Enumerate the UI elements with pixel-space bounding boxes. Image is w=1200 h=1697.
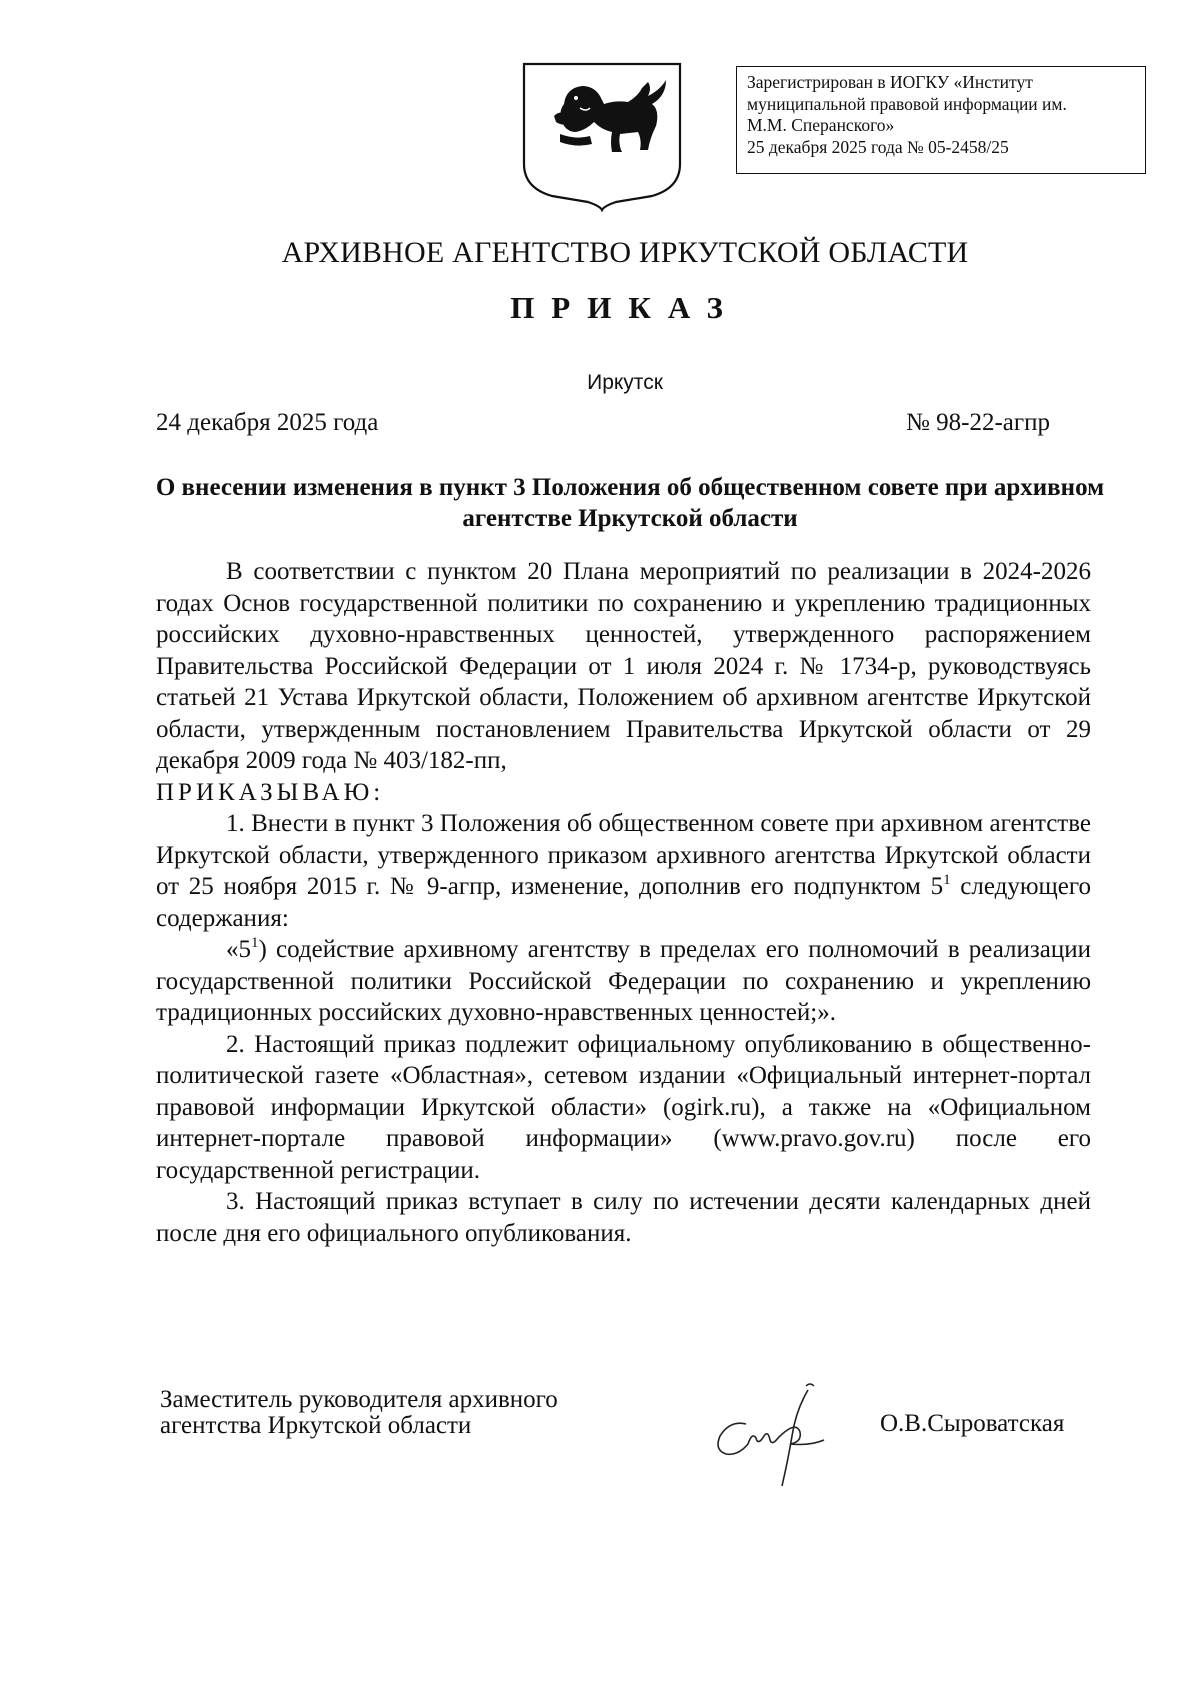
- preamble-paragraph: В соответствии с пунктом 20 Плана мероприятий по реализации в 2024-2026 годах Основ государственной политики по сохранению и укреплению традиционных российских духовно-нравственных ценностей, утвержденного распоряжением Правительства Российской Федерации от 1 июля 2024 г. № 1734-р, руководствуясь статьей 21 Устава Иркутской области, Положением об архивном агентстве Иркутской области, утвержденным постановлением Правительства Иркутской области от 29 декабря 2009 года № 403/182-пп,: [156, 558, 1091, 774]
- signer-name: О.В.Сыроватская: [880, 1410, 1065, 1437]
- registration-line: 25 декабря 2025 года № 05-2458/25: [747, 136, 1009, 157]
- item-1-text: 1. Внести в пункт 3 Положения об общественном совете при архивном агентстве Иркутской области, утвержденного приказом архивного агентства Иркутской области от 25 ноября 2015 г. № 9-агпр, изменение, дополнив его подпунктом 5: [156, 810, 1091, 900]
- registration-stamp: [736, 66, 1146, 174]
- item-2-paragraph: 2. Настоящий приказ подлежит официальному опубликованию в общественно-политической газете «Областная», сетевом издании «Официальный интернет-портал правовой информации Иркутской области» (ogirk.ru), а также на «Официальном интернет-портале правовой информации» (www.pravo.gov.ru) после его государственной регистрации.: [156, 1030, 1091, 1184]
- coat-of-arms-icon: [520, 60, 684, 212]
- document-date: 24 декабря 2025 года: [156, 409, 379, 436]
- item-1-superscript: 1: [943, 872, 951, 888]
- document-body: [156, 556, 1091, 1249]
- registration-line: Зарегистрирован в ИОГКУ «Институт: [747, 72, 1033, 92]
- item-3-paragraph: 3. Настоящий приказ вступает в силу по истечении десяти календарных дней после дня его официального опубликования.: [156, 1188, 1091, 1247]
- agency-title: АРХИВНОЕ АГЕНТСТВО ИРКУТСКОЙ ОБЛАСТИ: [281, 236, 969, 269]
- city: Иркутск: [587, 371, 663, 394]
- signer-role-line: Заместитель руководителя архивного: [160, 1386, 558, 1413]
- quote-paragraph: [156, 934, 1091, 1029]
- registration-line: М.М. Сперанского»: [747, 115, 895, 135]
- document-type: ПРИКАЗ: [510, 290, 740, 325]
- signer-role-line: агентства Иркутской области: [160, 1412, 472, 1439]
- registration-line: муниципальной правовой информации им.: [747, 93, 1067, 114]
- handwritten-signature: [700, 1380, 860, 1490]
- quote-superscript: 1: [251, 935, 259, 951]
- item-1-text-end: следующего содержания:: [156, 873, 1091, 932]
- quote-text-start: «5: [226, 936, 251, 963]
- order-word: ПРИКАЗЫВАЮ:: [156, 778, 385, 806]
- item-1-paragraph: [156, 808, 1091, 934]
- quote-text: ) содействие архивному агентству в пределах его полномочий в реализации государственной политики Российской Федерации по сохранению и укреплению традиционных российских духовно-нравственных ценностей;».: [156, 936, 1091, 1026]
- signer-role: [160, 1387, 558, 1439]
- document-title: О внесении изменения в пункт 3 Положения об общественном совете при архивном агентстве Иркутской области: [155, 474, 1105, 532]
- document-number: № 98-22-агпр: [906, 409, 1050, 436]
